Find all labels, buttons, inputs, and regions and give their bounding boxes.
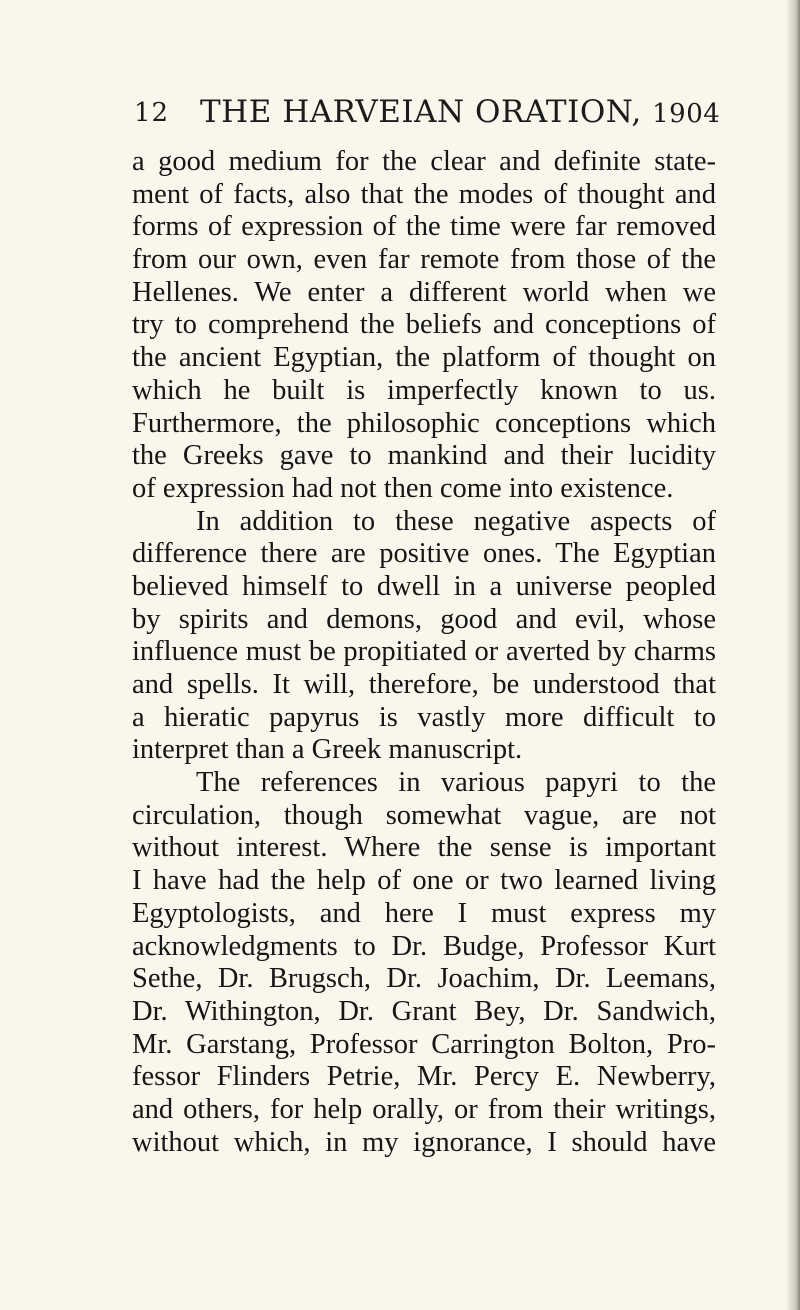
text-line: the Greeks gave to mankind and their lucidity <box>132 440 716 472</box>
paragraph-start-line: The references in various papyri to the <box>196 767 716 799</box>
paragraph-end-line: of expression had not then come into existence. <box>132 472 674 504</box>
page-number: 12 <box>134 98 170 128</box>
paragraph-start-line: In addition to these negative aspects of <box>196 505 716 537</box>
text-line: ment of facts, also that the modes of thought and <box>132 178 716 210</box>
text-line: acknowledgments to Dr. Budge, Professor Kurt <box>132 930 716 962</box>
text-line: and spells. It will, therefore, be understood that <box>132 669 716 700</box>
text-line: without interest. Where the sense is important <box>132 832 716 864</box>
text-line: fessor Flinders Petrie, Mr. Percy E. Newberry, <box>132 1061 716 1093</box>
text-line: a hieratic papyrus is vastly more difficult to <box>132 701 716 733</box>
text-line: circulation, though somewhat vague, are not <box>132 799 716 831</box>
text-line: influence must be propitiated or averted by charms <box>132 636 716 668</box>
text-line: forms of expression of the time were far removed <box>132 211 716 243</box>
text-line: I have had the help of one or two learned living <box>132 865 716 897</box>
text-line: and others, for help orally, or from their writings, <box>132 1093 716 1125</box>
text-line: the ancient Egyptian, the platform of thought on <box>132 342 716 374</box>
body-text <box>132 146 716 1159</box>
text-line: believed himself to dwell in a universe peopled <box>132 570 716 602</box>
text-line: which he built is imperfectly known to us. <box>132 374 716 406</box>
text-line: Egyptologists, and here I must express my <box>132 897 716 929</box>
text-line: difference there are positive ones. The Egyptian <box>132 538 716 570</box>
text-line: try to comprehend the beliefs and conceptions of <box>132 309 716 341</box>
text-line: Hellenes. We enter a different world when we <box>132 276 716 308</box>
running-title <box>200 94 720 130</box>
text-line: from our own, even far remote from those of the <box>132 244 716 276</box>
text-line: Mr. Garstang, Professor Carrington Bolton, Pro- <box>132 1028 716 1060</box>
text-line: Sethe, Dr. Brugsch, Dr. Joachim, Dr. Leemans, <box>132 963 716 995</box>
text-line: Furthermore, the philosophic conceptions which <box>132 407 716 439</box>
paragraph-end-line: interpret than a Greek manuscript. <box>132 734 523 766</box>
running-title-text: THE HARVEIAN ORATION, <box>200 94 642 130</box>
page-edge-shadow <box>786 0 800 1310</box>
text-line: without which, in my ignorance, I should have <box>132 1126 716 1158</box>
text-line: Dr. Withington, Dr. Grant Bey, Dr. Sandwich, <box>132 995 716 1027</box>
text-line: a good medium for the clear and definite state- <box>132 146 716 177</box>
running-header <box>134 94 721 140</box>
text-line: by spirits and demons, good and evil, whose <box>132 603 716 635</box>
running-title-year: 1904 <box>652 99 721 129</box>
